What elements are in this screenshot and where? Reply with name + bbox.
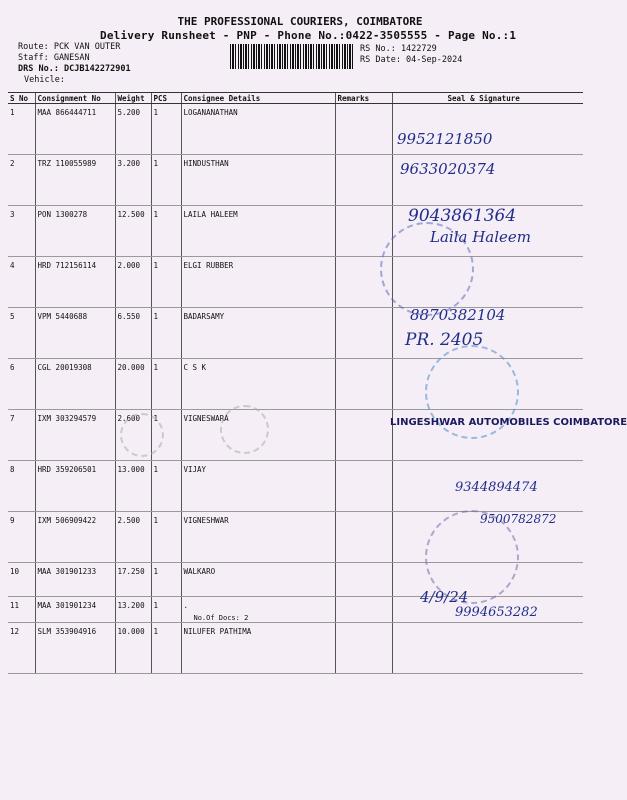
table-row xyxy=(8,104,583,155)
weight: 3.200 xyxy=(115,155,151,206)
rs-date: RS Date: 04-Sep-2024 xyxy=(360,55,463,65)
sno: 5 xyxy=(8,308,35,359)
consignee: C S K xyxy=(181,359,335,410)
weight: 17.250 xyxy=(115,563,151,597)
sno: 6 xyxy=(8,359,35,410)
table-header xyxy=(8,93,583,104)
consignment-no: CGL 20019308 xyxy=(35,359,115,410)
col-sno: S No xyxy=(8,93,35,104)
sno: 3 xyxy=(8,206,35,257)
sno: 11 xyxy=(8,597,35,623)
consignee: LAILA HALEEM xyxy=(181,206,335,257)
handwritten-note: PR. 2405 xyxy=(405,330,484,350)
col-remarks: Remarks xyxy=(335,93,392,104)
consignment-no: MAA 301901233 xyxy=(35,563,115,597)
runsheet-subtitle: Delivery Runsheet - PNP - Phone No.:0422-3505555 - Page No.:1 xyxy=(100,29,517,42)
handwritten-phone: 8870382104 xyxy=(410,306,506,324)
sno: 9 xyxy=(8,512,35,563)
pcs: 1 xyxy=(151,623,181,674)
consignee: VIGNESWARA xyxy=(181,410,335,461)
weight: 2.600 xyxy=(115,410,151,461)
seal-stamp xyxy=(220,405,269,454)
consignment-no: IXM 506909422 xyxy=(35,512,115,563)
sno: 4 xyxy=(8,257,35,308)
consignment-no: HRD 712156114 xyxy=(35,257,115,308)
handwritten-phone: 9043861364 xyxy=(408,206,517,226)
handwritten-name: Laila Haleem xyxy=(430,228,532,246)
consignee: BADARSAMY xyxy=(181,308,335,359)
barcode xyxy=(230,44,354,69)
consignee: ELGI RUBBER xyxy=(181,257,335,308)
pcs: 1 xyxy=(151,104,181,155)
sno: 12 xyxy=(8,623,35,674)
sno: 7 xyxy=(8,410,35,461)
remarks xyxy=(335,155,392,206)
col-consignment: Consignment No xyxy=(35,93,115,104)
weight: 20.000 xyxy=(115,359,151,410)
pcs: 1 xyxy=(151,410,181,461)
remarks xyxy=(335,597,392,623)
consignee: WALKARO xyxy=(181,563,335,597)
remarks xyxy=(335,104,392,155)
pcs: 1 xyxy=(151,359,181,410)
handwritten-phone: 9633020374 xyxy=(400,160,496,178)
remarks xyxy=(335,308,392,359)
header-right xyxy=(360,44,462,66)
consignment-no: TRZ 110055989 xyxy=(35,155,115,206)
weight: 10.000 xyxy=(115,623,151,674)
weight: 6.550 xyxy=(115,308,151,359)
col-signature: Seal & Signature xyxy=(392,93,583,104)
remarks xyxy=(335,410,392,461)
handwritten-date: 4/9/24 xyxy=(420,588,469,606)
vehicle: Vehicle: xyxy=(24,75,65,85)
pcs: 1 xyxy=(151,206,181,257)
pcs: 1 xyxy=(151,563,181,597)
remarks xyxy=(335,512,392,563)
staff: Staff: GANESAN xyxy=(18,53,90,63)
consignment-no: SLM 353904916 xyxy=(35,623,115,674)
consignment-no: MAA 301901234 xyxy=(35,597,115,623)
col-consignee: Consignee Details xyxy=(181,93,335,104)
col-pcs: PCS xyxy=(151,93,181,104)
header-left xyxy=(18,42,131,86)
weight: 5.200 xyxy=(115,104,151,155)
sno: 10 xyxy=(8,563,35,597)
no-of-docs: No.Of Docs: 2 xyxy=(193,614,249,622)
pcs: 1 xyxy=(151,461,181,512)
remarks xyxy=(335,461,392,512)
drs-number: DRS No.: DCJB142272901 xyxy=(18,64,131,74)
handwritten-phone: 9994653282 xyxy=(455,605,538,620)
consignee: NILUFER PATHIMA xyxy=(181,623,335,674)
consignee xyxy=(181,597,335,623)
company-title: THE PROFESSIONAL COURIERS, COIMBATORE xyxy=(177,15,423,28)
rs-number: RS No.: 1422729 xyxy=(360,44,437,54)
table-row xyxy=(8,155,583,206)
consignment-no: MAA 866444711 xyxy=(35,104,115,155)
pcs: 1 xyxy=(151,597,181,623)
weight: 12.500 xyxy=(115,206,151,257)
consignment-no: PON 1300278 xyxy=(35,206,115,257)
consignment-no: VPM 5440688 xyxy=(35,308,115,359)
handwritten-phone: 9500782872 xyxy=(480,512,557,526)
seal-stamp xyxy=(120,413,164,457)
col-weight: Weight xyxy=(115,93,151,104)
sno: 2 xyxy=(8,155,35,206)
signature-cell xyxy=(392,623,583,674)
remarks xyxy=(335,563,392,597)
pcs: 1 xyxy=(151,257,181,308)
consignee: VIJAY xyxy=(181,461,335,512)
consignee: HINDUSTHAN xyxy=(181,155,335,206)
weight: 13.000 xyxy=(115,461,151,512)
weight: 13.200 xyxy=(115,597,151,623)
sno: 8 xyxy=(8,461,35,512)
sno: 1 xyxy=(8,104,35,155)
remarks xyxy=(335,359,392,410)
table-row xyxy=(8,623,583,674)
consignee-text: . xyxy=(183,601,189,610)
table-row xyxy=(8,257,583,308)
consignment-no: IXM 303294579 xyxy=(35,410,115,461)
pcs: 1 xyxy=(151,512,181,563)
route: Route: PCK VAN OUTER xyxy=(18,42,121,52)
handwritten-phone: 9344894474 xyxy=(455,480,538,495)
weight: 2.000 xyxy=(115,257,151,308)
company-stamp-text: LINGESHWAR AUTOMOBILES COIMBATORE xyxy=(390,417,627,428)
consignee: VIGNESHWAR xyxy=(181,512,335,563)
pcs: 1 xyxy=(151,308,181,359)
remarks xyxy=(335,623,392,674)
handwritten-phone: 9952121850 xyxy=(397,130,493,148)
consignee: LOGANANATHAN xyxy=(181,104,335,155)
weight: 2.500 xyxy=(115,512,151,563)
pcs: 1 xyxy=(151,155,181,206)
consignment-no: HRD 359206501 xyxy=(35,461,115,512)
